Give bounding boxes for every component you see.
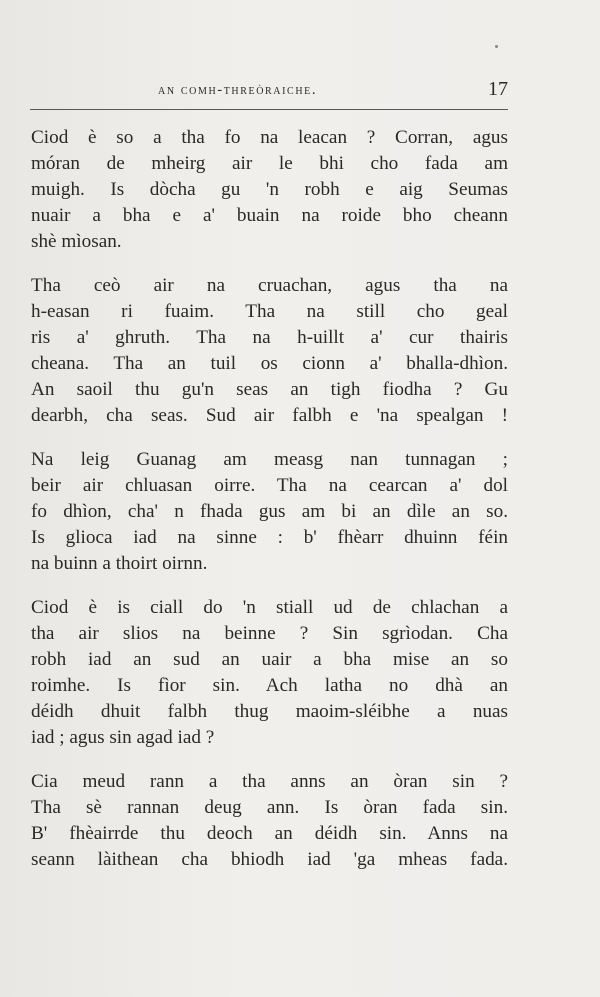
- text-line: na buinn a thoirt oirnn.: [31, 553, 208, 574]
- body-text: [31, 125, 508, 891]
- text-line: Tha sè rannan deug ann. Is òran fada sin.: [31, 797, 508, 818]
- text-line: Ciod è so a tha fo na leacan ? Corran, agus: [31, 127, 508, 148]
- text-line: tha air slios na beinne ? Sin sgrìodan. Cha: [31, 623, 508, 644]
- running-head-title: an comh-threòraiche.: [158, 82, 318, 98]
- text-line: cheana. Tha an tuil os cionn a' bhalla-dhìon.: [31, 353, 508, 374]
- text-line: beir air chluasan oirre. Tha na cearcan a' dol: [31, 475, 508, 496]
- text-line: móran de mheirg air le bhi cho fada am: [31, 153, 508, 174]
- text-line: Na leig Guanag am measg nan tunnagan ;: [31, 449, 508, 470]
- text-line: nuair a bha e a' buain na roide bho cheann: [31, 205, 508, 226]
- text-line: seann làithean cha bhiodh iad 'ga mheas fada.: [31, 849, 508, 870]
- paragraph: [31, 595, 508, 751]
- text-line: h-easan ri fuaim. Tha na still cho geal: [31, 301, 508, 322]
- paragraph: [31, 447, 508, 577]
- text-line: Cia meud rann a tha anns an òran sin ?: [31, 771, 508, 792]
- text-line: dearbh, cha seas. Sud air falbh e 'na spealgan !: [31, 405, 508, 426]
- running-head: [30, 78, 508, 104]
- paragraph: [31, 125, 508, 255]
- paper-speck: [495, 45, 498, 48]
- text-line: ris a' ghruth. Tha na h-uillt a' cur thairis: [31, 327, 508, 348]
- text-line: roimhe. Is fìor sin. Ach latha no dhà an: [31, 675, 508, 696]
- paragraph: [31, 769, 508, 873]
- text-line: fo dhìon, cha' n fhada gus am bi an dìle an so.: [31, 501, 508, 522]
- page-number: 17: [488, 78, 508, 100]
- text-line: muigh. Is dòcha gu 'n robh e aig Seumas: [31, 179, 508, 200]
- text-line: iad ; agus sin agad iad ?: [31, 727, 215, 748]
- text-line: shè mìosan.: [31, 231, 122, 252]
- text-line: déidh dhuit falbh thug maoim-sléibhe a nuas: [31, 701, 508, 722]
- text-line: An saoil thu gu'n seas an tigh fiodha ? Gu: [31, 379, 508, 400]
- text-line: robh iad an sud an uair a bha mise an so: [31, 649, 508, 670]
- text-line: Is glioca iad na sinne : b' fhèarr dhuinn féin: [31, 527, 508, 548]
- text-line: Tha ceò air na cruachan, agus tha na: [31, 275, 508, 296]
- text-line: Ciod è is ciall do 'n stiall ud de chlachan a: [31, 597, 508, 618]
- header-rule: [30, 109, 508, 110]
- text-line: B' fhèairrde thu deoch an déidh sin. Anns na: [31, 823, 508, 844]
- paragraph: [31, 273, 508, 429]
